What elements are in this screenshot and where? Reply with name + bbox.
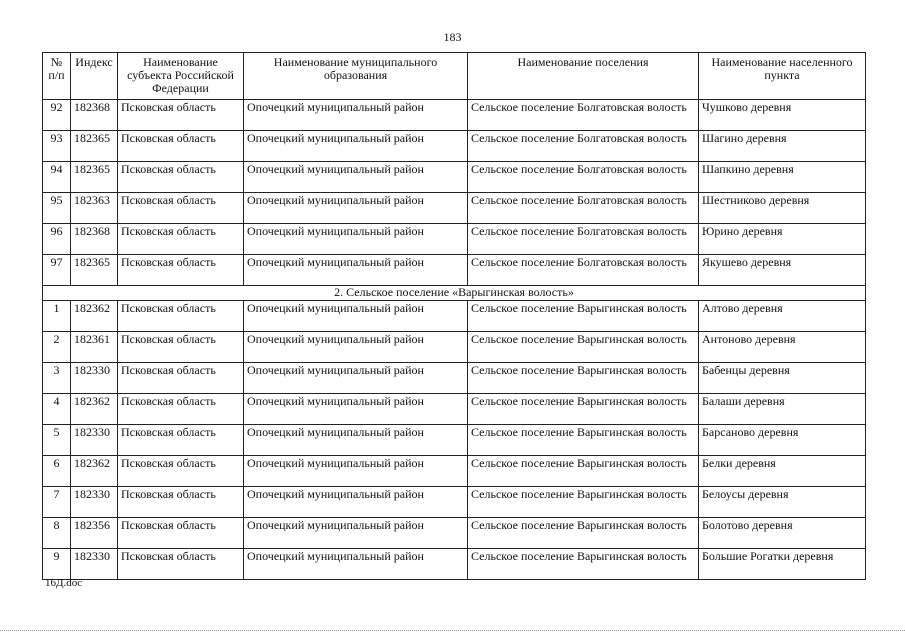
cell-subject: Псковская область xyxy=(118,255,244,286)
cell-number: 4 xyxy=(43,394,71,425)
cell-subject: Псковская область xyxy=(118,100,244,131)
cell-subject: Псковская область xyxy=(118,162,244,193)
cell-locality: Болотово деревня xyxy=(699,518,866,549)
cell-locality: Алтово деревня xyxy=(699,301,866,332)
header-locality: Наименование населенного пункта xyxy=(699,53,866,100)
header-index: Индекс xyxy=(71,53,118,100)
table-row xyxy=(43,224,866,255)
cell-settlement: Сельское поселение Болгатовская волость xyxy=(468,193,699,224)
cell-settlement: Сельское поселение Варыгинская волость xyxy=(468,394,699,425)
section-title: 2. Сельское поселение «Варыгинская волость» xyxy=(43,286,866,301)
cell-municipality: Опочецкий муниципальный район xyxy=(244,255,468,286)
cell-municipality: Опочецкий муниципальный район xyxy=(244,456,468,487)
header-settlement: Наименование поселения xyxy=(468,53,699,100)
cell-subject: Псковская область xyxy=(118,425,244,456)
header-municipality: Наименование муниципального образования xyxy=(244,53,468,100)
cell-municipality: Опочецкий муниципальный район xyxy=(244,363,468,394)
table-row xyxy=(43,162,866,193)
cell-index: 182365 xyxy=(71,162,118,193)
cell-locality: Шапкино деревня xyxy=(699,162,866,193)
cell-settlement: Сельское поселение Варыгинская волость xyxy=(468,425,699,456)
scan-edge-line xyxy=(0,630,905,631)
cell-subject: Псковская область xyxy=(118,456,244,487)
cell-locality: Балаши деревня xyxy=(699,394,866,425)
cell-number: 1 xyxy=(43,301,71,332)
cell-number: 97 xyxy=(43,255,71,286)
cell-index: 182368 xyxy=(71,100,118,131)
cell-settlement: Сельское поселение Болгатовская волость xyxy=(468,255,699,286)
cell-index: 182368 xyxy=(71,224,118,255)
cell-settlement: Сельское поселение Варыгинская волость xyxy=(468,332,699,363)
cell-municipality: Опочецкий муниципальный район xyxy=(244,394,468,425)
cell-index: 182365 xyxy=(71,131,118,162)
cell-locality: Шагино деревня xyxy=(699,131,866,162)
cell-number: 92 xyxy=(43,100,71,131)
cell-index: 182365 xyxy=(71,255,118,286)
table-row xyxy=(43,100,866,131)
cell-subject: Псковская область xyxy=(118,224,244,255)
table-header-row xyxy=(43,53,866,100)
cell-settlement: Сельское поселение Болгатовская волость xyxy=(468,100,699,131)
cell-number: 2 xyxy=(43,332,71,363)
cell-municipality: Опочецкий муниципальный район xyxy=(244,518,468,549)
cell-municipality: Опочецкий муниципальный район xyxy=(244,162,468,193)
table-row xyxy=(43,456,866,487)
table-row xyxy=(43,394,866,425)
cell-settlement: Сельское поселение Варыгинская волость xyxy=(468,301,699,332)
cell-subject: Псковская область xyxy=(118,332,244,363)
cell-municipality: Опочецкий муниципальный район xyxy=(244,193,468,224)
table-row xyxy=(43,131,866,162)
table-row xyxy=(43,332,866,363)
table-row xyxy=(43,487,866,518)
cell-locality: Белоусы деревня xyxy=(699,487,866,518)
cell-settlement: Сельское поселение Варыгинская волость xyxy=(468,363,699,394)
cell-index: 182362 xyxy=(71,456,118,487)
cell-subject: Псковская область xyxy=(118,131,244,162)
table-row xyxy=(43,193,866,224)
cell-settlement: Сельское поселение Болгатовская волость xyxy=(468,162,699,193)
file-name-footer: 16Д.doc xyxy=(45,577,83,589)
cell-subject: Псковская область xyxy=(118,301,244,332)
cell-subject: Псковская область xyxy=(118,193,244,224)
table-row xyxy=(43,425,866,456)
cell-subject: Псковская область xyxy=(118,549,244,580)
table-row xyxy=(43,301,866,332)
settlements-table xyxy=(42,52,866,580)
cell-index: 182362 xyxy=(71,301,118,332)
cell-subject: Псковская область xyxy=(118,487,244,518)
cell-municipality: Опочецкий муниципальный район xyxy=(244,100,468,131)
table-row xyxy=(43,255,866,286)
page-number: 183 xyxy=(443,30,462,44)
cell-index: 182362 xyxy=(71,394,118,425)
cell-locality: Большие Рогатки деревня xyxy=(699,549,866,580)
cell-locality: Бабенцы деревня xyxy=(699,363,866,394)
cell-index: 182330 xyxy=(71,425,118,456)
cell-subject: Псковская область xyxy=(118,394,244,425)
table-row xyxy=(43,363,866,394)
cell-settlement: Сельское поселение Болгатовская волость xyxy=(468,131,699,162)
cell-subject: Псковская область xyxy=(118,518,244,549)
cell-number: 7 xyxy=(43,487,71,518)
cell-number: 9 xyxy=(43,549,71,580)
cell-locality: Антоново деревня xyxy=(699,332,866,363)
cell-number: 5 xyxy=(43,425,71,456)
cell-settlement: Сельское поселение Варыгинская волость xyxy=(468,487,699,518)
cell-locality: Чушково деревня xyxy=(699,100,866,131)
cell-index: 182361 xyxy=(71,332,118,363)
cell-municipality: Опочецкий муниципальный район xyxy=(244,425,468,456)
cell-number: 3 xyxy=(43,363,71,394)
cell-index: 182363 xyxy=(71,193,118,224)
cell-settlement: Сельское поселение Болгатовская волость xyxy=(468,224,699,255)
cell-municipality: Опочецкий муниципальный район xyxy=(244,487,468,518)
cell-number: 93 xyxy=(43,131,71,162)
cell-locality: Белки деревня xyxy=(699,456,866,487)
cell-index: 182330 xyxy=(71,363,118,394)
cell-index: 182330 xyxy=(71,549,118,580)
cell-settlement: Сельское поселение Варыгинская волость xyxy=(468,549,699,580)
cell-number: 6 xyxy=(43,456,71,487)
cell-municipality: Опочецкий муниципальный район xyxy=(244,131,468,162)
cell-municipality: Опочецкий муниципальный район xyxy=(244,224,468,255)
cell-municipality: Опочецкий муниципальный район xyxy=(244,332,468,363)
section-header-row xyxy=(43,286,866,301)
cell-subject: Псковская область xyxy=(118,363,244,394)
cell-settlement: Сельское поселение Варыгинская волость xyxy=(468,456,699,487)
header-subject: Наименование субъекта Российской Федерации xyxy=(118,53,244,100)
cell-locality: Шестниково деревня xyxy=(699,193,866,224)
cell-index: 182330 xyxy=(71,487,118,518)
cell-number: 94 xyxy=(43,162,71,193)
cell-municipality: Опочецкий муниципальный район xyxy=(244,301,468,332)
cell-settlement: Сельское поселение Варыгинская волость xyxy=(468,518,699,549)
cell-locality: Юрино деревня xyxy=(699,224,866,255)
cell-locality: Якушево деревня xyxy=(699,255,866,286)
cell-number: 96 xyxy=(43,224,71,255)
table-row xyxy=(43,549,866,580)
cell-index: 182356 xyxy=(71,518,118,549)
cell-municipality: Опочецкий муниципальный район xyxy=(244,549,468,580)
cell-locality: Барсаново деревня xyxy=(699,425,866,456)
cell-number: 8 xyxy=(43,518,71,549)
header-number: № п/п xyxy=(43,53,71,100)
cell-number: 95 xyxy=(43,193,71,224)
table-row xyxy=(43,518,866,549)
